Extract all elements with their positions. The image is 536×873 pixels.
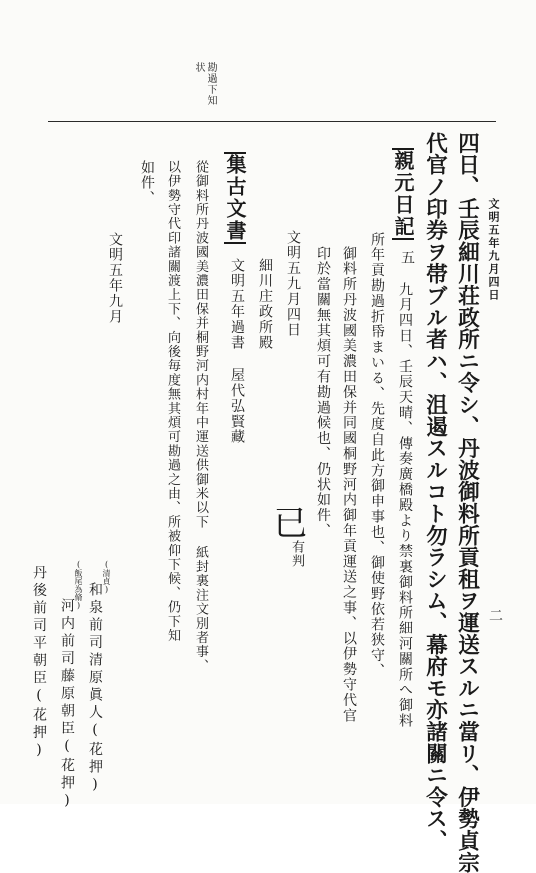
source-volume: 五 bbox=[399, 250, 415, 266]
header-rule bbox=[48, 121, 496, 122]
signer-2: 河内前司藤原朝臣(花押) bbox=[59, 598, 75, 812]
letter1-addressee: 細川庄政所殿 bbox=[257, 258, 273, 351]
signer-1: 和泉前司清原眞人(花押) bbox=[87, 582, 103, 796]
signer-1-note: (清貞) bbox=[102, 560, 111, 594]
letter2-date: 文明五年九月 bbox=[107, 232, 123, 325]
letter1-line-2: 印於當關無其煩可有勘過候也、仍状如件、 bbox=[315, 246, 331, 539]
summary-line-2: 代官ノ印券ヲ帯ブル者ハ、沮遏スルコト勿ラシム、幕府モ亦諸關ニ令ス、 bbox=[422, 132, 448, 852]
summary-line-1: 四日、壬辰細川荘政所ニ令シ、丹波御料所貢租ヲ運送スルニ當リ、伊勢貞宗 bbox=[454, 132, 480, 873]
page-number: 二 bbox=[487, 608, 503, 622]
letter2-line-3: 如件、 bbox=[139, 160, 155, 207]
signer-2-note: (飯尾為脩) bbox=[74, 560, 83, 610]
letter1-line-1: 御料所丹波國美濃田保并同國桐野河内御年貢運送之事、以伊勢守代官 bbox=[341, 246, 357, 724]
margin-note: 勘過下知 bbox=[205, 62, 216, 106]
kao-signature-mark: 已 bbox=[267, 505, 307, 539]
running-head: 文明五年九月四日 bbox=[487, 198, 500, 302]
source-label-chikamoto-nikki: 親元日記 bbox=[391, 150, 415, 238]
diary-line-1: 九月四日、壬辰天晴、傳奏廣橋殿より禁裏御料所細河關所へ御料 bbox=[397, 282, 413, 729]
letter2-line-1: 從御料所丹波國美濃田保并桐野河内村年中運送供御米以下 紙封裏注文別者事、 bbox=[193, 160, 208, 674]
source-label-shuko-monjo: 集古文書 bbox=[223, 154, 247, 242]
diary-line-2: 所年貢勘過折帋まいる、先度自此方御申事也、御使野依若狭守、 bbox=[369, 232, 385, 679]
letter1-seal-note: 有判 bbox=[289, 540, 304, 569]
margin-note-2: 状 bbox=[193, 62, 204, 73]
letter1-date: 文明五九月四日 bbox=[285, 230, 301, 338]
signer-3: 丹後前司平朝臣(花押) bbox=[31, 565, 47, 762]
letter2-line-2: 以伊勢守代印諸關渡上下、向後毎度無其煩可勘過之由、所被仰下候、仍下知 bbox=[165, 160, 180, 643]
source-sub: 文明五年過書 屋代弘賢藏 bbox=[229, 258, 245, 445]
